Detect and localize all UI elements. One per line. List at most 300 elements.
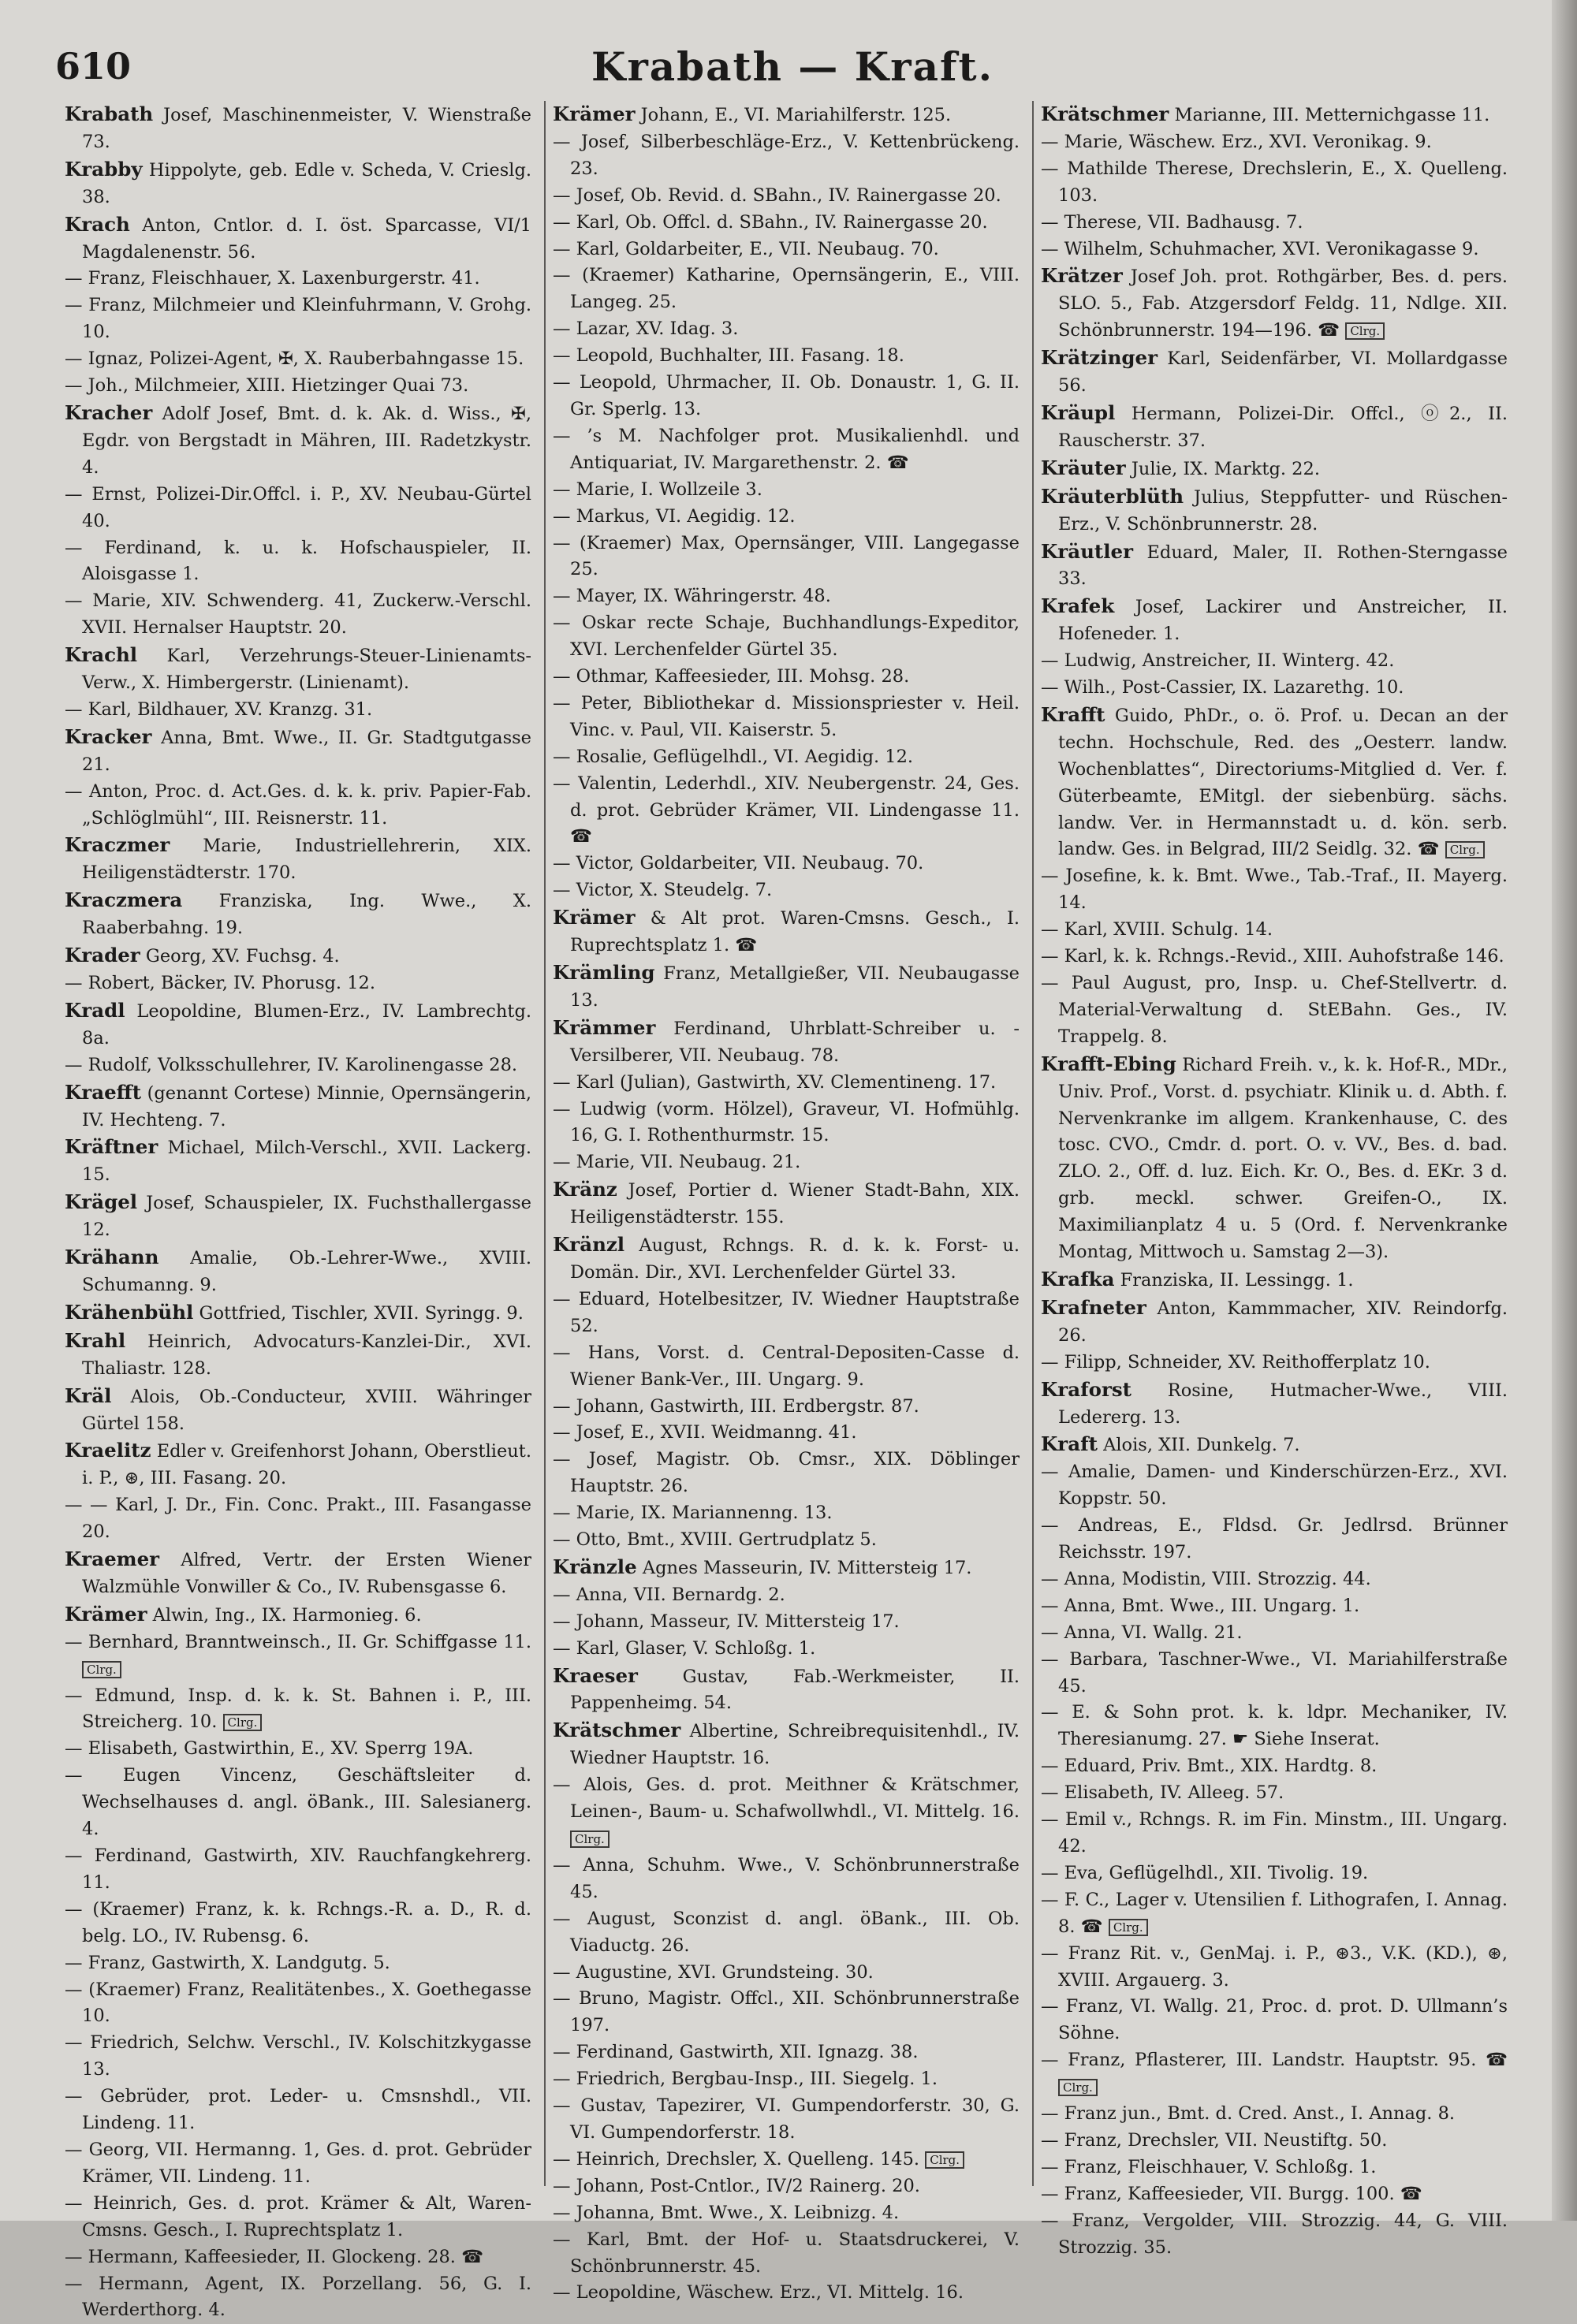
entry-text: — Leopold, Uhrmacher, II. Ob. Donaustr. 1, G. II. Gr. Sperlg. 13. [553,372,1020,419]
directory-entry [1041,593,1508,648]
entry-text: — ’s M. Nachfolger prot. Musikalienhdl. und Antiquariat, IV. Margarethenstr. 2. ☎ [553,426,1020,473]
directory-entry [1041,1593,1508,1620]
directory-entry [65,642,531,697]
directory-entry [65,779,531,832]
entry-surname: Kraefft [65,1081,141,1104]
directory-entry [65,346,531,373]
clearing-badge: Clrg. [925,2151,964,2169]
entry-surname: Kracker [65,725,151,748]
entry-text: — Josef, E., XVII. Weidmanng. 41. [553,1422,857,1443]
entry-text: Julius, Steppfutter- und Rüschen-Erz., V. Schönbrunnerstr. 28. [1058,487,1508,534]
directory-entry [1041,236,1508,263]
entry-surname: Kräutler [1041,540,1133,563]
clearing-badge: Clrg. [82,1661,121,1678]
directory-entry [553,1609,1020,1636]
entry-text: — Wilh., Post-Cassier, IX. Lazarethg. 10. [1041,677,1404,698]
directory-entry [553,2173,1020,2200]
directory-entry [553,423,1020,477]
directory-entry [1041,2047,1508,2101]
clearing-badge: Clrg. [1109,1919,1148,1936]
directory-entry [1041,1266,1508,1294]
directory-entry [553,2066,1020,2093]
column-1 [65,101,531,2182]
directory-entry [65,1843,531,1897]
directory-entry [1041,1994,1508,2047]
directory-entry [553,531,1020,584]
entry-text: Alfred, Vertr. der Ersten Wiener Walzmühle Vonwiller & Co., IV. Rubensgasse 6. [82,1550,531,1597]
directory-entry [65,156,531,211]
entry-surname: Krämer [553,102,636,125]
directory-entry [65,1977,531,2031]
directory-entry [553,1500,1020,1527]
column-3 [1041,101,1508,2182]
entry-text: — Robert, Bäcker, IV. Phorusg. 12. [65,973,375,993]
entry-text: — Anna, VI. Wallg. 21. [1041,1622,1243,1643]
entry-text: — Ferdinand, Gastwirth, XIV. Rauchfangkehrerg. 11. [65,1845,531,1893]
directory-entry [553,1070,1020,1097]
entry-text: Richard Freih. v., k. k. Hof-R., MDr., Univ. Prof., Vorst. d. psychiatr. Klinik u. d. Abth. f. Nervenkranke im allgem. Krankenhause, C. des tosc. CVO., Cmdr. d. port. O. v. VV., Bes. d. bad. ZLO. 2., Off. d. luz. Eich. Kr. O., Bes. d. EKr. 3 d. grb. meckl. schwer. Greifen-O., IX. Maximilianplatz 4 u. 5 (Ord. f. Nervenkranke Montag, Mittwoch u. Samstag 2—3). [1058,1055,1508,1262]
entry-text: — F. C., Lager v. Utensilien f. Lithografen, I. Annag. 8. ☎ [1041,1890,1508,1937]
directory-entry [1041,263,1508,345]
entry-surname: Kraft [1041,1432,1098,1455]
entry-text: — Othmar, Kaffeesieder, III. Mohsg. 28. [553,666,909,687]
entry-text: — Hermann, Kaffeesieder, II. Glockeng. 28. ☎ [65,2247,483,2267]
entry-surname: Kränz [553,1178,617,1201]
directory-entry [1041,2155,1508,2181]
directory-entry [553,2039,1020,2066]
entry-text: Marie, Industriellehrerin, XIX. Heiligenstädterstr. 170. [82,836,531,883]
directory-entry [553,1582,1020,1609]
directory-entry [1041,2181,1508,2208]
entry-text: — Eduard, Hotelbesitzer, IV. Wiedner Hauptstraße 52. [553,1289,1020,1336]
entry-surname: Krader [65,944,140,966]
entry-text: Julie, IX. Marktg. 22. [1131,459,1320,479]
directory-entry [1041,1941,1508,1994]
directory-entry [553,1663,1020,1718]
entry-text: — Franz, Drechsler, VII. Neustiftg. 50. [1041,2130,1387,2151]
entry-text: Franziska, Ing. Wwe., X. Raaberbahng. 19. [82,891,531,938]
directory-entry [65,942,531,970]
entry-surname: Krafneter [1041,1296,1146,1319]
directory-entry [1041,1700,1508,1753]
entry-text: — Marie, XIV. Schwenderg. 41, Zuckerw.-Verschl. XVII. Hernalser Hauptstr. 20. [65,590,531,638]
entry-text: — Filipp, Schneider, XV. Reithofferplatz 10. [1041,1352,1430,1372]
entry-text: Amalie, Ob.-Lehrer-Wwe., XVIII. Schumanng. 9. [82,1248,531,1295]
directory-entry [1041,210,1508,236]
directory-entry [1041,400,1508,455]
directory-entry [553,370,1020,423]
entry-text: & Alt prot. Waren-Cmsns. Gesch., I. Ruprechtsplatz 1. ☎ [570,908,1020,955]
directory-entry [1041,1350,1508,1376]
entry-text: — Josef, Silberbeschläge-Erz., V. Kettenbrückeng. 23. [553,132,1020,179]
entry-text: Anton, Kammmacher, XIV. Reindorfg. 26. [1058,1298,1508,1346]
entry-text: — Johanna, Bmt. Wwe., X. Leibnizg. 4. [553,2203,899,2223]
directory-entry [1041,1780,1508,1807]
column-rule [544,101,546,2186]
entry-surname: Krahl [65,1329,125,1352]
page-header [47,43,1538,95]
directory-entry [1041,455,1508,483]
entry-text: — Franz, Vergolder, VIII. Strozzig. 44, G. VIII. Strozzig. 35. [1041,2210,1508,2258]
directory-entry [1041,1647,1508,1700]
entry-text: — Barbara, Taschner-Wwe., VI. Mariahilferstraße 45. [1041,1649,1508,1696]
directory-entry [553,691,1020,744]
directory-entry [553,316,1020,343]
entry-text: Franziska, II. Lessingg. 1. [1120,1270,1354,1290]
entry-text: — Franz Rit. v., GenMaj. i. P., ⊛3., V.K. (KD.), ⊛, XVIII. Argauerg. 3. [1041,1943,1508,1991]
entry-surname: Krach [65,213,130,236]
entry-text: — E. & Sohn prot. k. k. ldpr. Mechaniker, IV. Theresianumg. 27. ☛ Siehe Inserat. [1041,1702,1508,1749]
entry-text: — (Kraemer) Franz, k. k. Rchngs.-R. a. D., R. d. belg. LO., IV. Rubensg. 6. [65,1899,531,1946]
entry-text: Johann, E., VI. Mariahilferstr. 125. [641,105,951,125]
directory-entry [553,1554,1020,1582]
clearing-badge: Clrg. [1058,2079,1098,2096]
entry-surname: Kräftner [65,1135,158,1158]
entry-text: Edler v. Greifenhorst Johann, Oberstlieut. i. P., ⊛, III. Fasang. 20. [82,1441,531,1488]
directory-entry [65,1299,531,1328]
entry-text: Alwin, Ing., IX. Harmonieg. 6. [153,1605,422,1626]
entry-text: — Marie, Wäschew. Erz., XVI. Veronikag. 9. [1041,132,1432,152]
directory-entry [65,535,531,589]
entry-text: Karl, Seidenfärber, VI. Mollardgasse 56. [1058,348,1508,396]
directory-entry [65,1328,531,1383]
entry-text: — Heinrich, Ges. d. prot. Krämer & Alt, Waren-Cmsns. Gesch., I. Ruprechtsplatz 1. [65,2193,531,2240]
directory-entry [1041,101,1508,129]
directory-entry [65,211,531,266]
directory-entry [65,2137,531,2191]
directory-entry [65,1950,531,1977]
directory-entry [65,724,531,779]
entry-text: Josef, Lackirer und Anstreicher, II. Hofeneder. 1. [1058,597,1508,644]
directory-entry [1041,2101,1508,2128]
directory-entry [1041,1566,1508,1593]
entry-text: — Franz, Kaffeesieder, VII. Burgg. 100. ☎ [1041,2184,1422,2204]
directory-entry [553,1231,1020,1287]
directory-entry [65,1601,531,1629]
entry-surname: Krämling [553,961,655,984]
entry-surname: Krämer [553,906,636,929]
entry-text: — Wilhelm, Schuhmacher, XVI. Veronikagasse 9. [1041,239,1479,259]
entry-text: Albertine, Schreibrequisitenhdl., IV. Wiedner Hauptstr. 16. [570,1721,1020,1768]
entry-surname: Kräuter [1041,456,1126,479]
directory-entry [553,771,1020,851]
directory-entry [553,1636,1020,1663]
directory-entry [65,373,531,400]
entry-text: — — Karl, J. Dr., Fin. Conc. Prakt., III. Fasangasse 20. [65,1495,531,1542]
directory-entry [553,1853,1020,1906]
entry-text: — Johann, Post-Cntlor., IV/2 Rainerg. 20. [553,2176,920,2196]
entry-text: Guido, PhDr., o. ö. Prof. u. Decan an der techn. Hochschule, Red. des „Oesterr. landw. Wochenblattes“, Directoriums-Mitglied d. Ver. f. Güterbeamte, EMitgl. der siebenbürg. sächs. landw. Ver. in Hermannstadt u. d. kön. serb. landw. Ges. in Belgrad, III/2 Seidlg. 32. ☎ [1058,706,1508,860]
entry-surname: Kraczmera [65,888,182,911]
entry-surname: Kränzl [553,1233,624,1256]
entry-text: — Hans, Vorst. d. Central-Depositen-Casse d. Wiener Bank-Ver., III. Ungarg. 9. [553,1343,1020,1390]
directory-entry [1041,1376,1508,1432]
directory-entry [65,2191,531,2244]
directory-entry [1041,1459,1508,1513]
entry-surname: Kraforst [1041,1378,1131,1401]
entry-text: — Leopold, Buchhalter, III. Fasang. 18. [553,345,904,366]
entry-text: — Franz, Milchmeier und Kleinfuhrmann, V. Grohg. 10. [65,295,531,342]
directory-entry [553,236,1020,263]
directory-entry [553,2147,1020,2173]
directory-entry [553,1015,1020,1070]
directory-entry [553,1906,1020,1960]
entry-text: Rosine, Hutmacher-Wwe., VIII. Ledererg. 13. [1058,1380,1508,1428]
entry-text: — Anton, Proc. d. Act.Ges. d. k. k. priv. Papier-Fab. „Schlöglmühl“, III. Reisnerstr. 11. [65,781,531,829]
entry-text: — Ludwig (vorm. Hölzel), Graveur, VI. Hofmühlg. 16, G. I. Rothenthurmstr. 15. [553,1099,1020,1146]
entry-surname: Krähenbühl [65,1301,193,1324]
entry-text: — Peter, Bibliothekar d. Missionspriester v. Heil. Vinc. v. Paul, VII. Kaiserstr. 5. [553,693,1020,740]
entry-text: — Marie, VII. Neubaug. 21. [553,1152,800,1172]
entry-text: — Friedrich, Selchw. Verschl., IV. Kolschitzkygasse 13. [65,2032,531,2080]
entry-text: — Karl, Bmt. der Hof- u. Staatsdruckerei, V. Schönbrunnerstr. 45. [553,2229,1020,2277]
directory-entry [553,851,1020,877]
entry-text: Georg, XV. Fuchsg. 4. [146,946,340,966]
directory-entry [553,1986,1020,2039]
entry-text: Agnes Masseurin, IV. Mittersteig 17. [643,1558,972,1578]
directory-entry [65,266,531,292]
directory-entry [65,1079,531,1134]
entry-surname: Krägel [65,1190,137,1213]
directory-entry [553,183,1020,210]
entry-surname: Krätzer [1041,264,1123,287]
entry-text: — Friedrich, Bergbau-Insp., III. Siegelg. 1. [553,2069,938,2089]
directory-entry [65,1683,531,1737]
directory-entry [1041,156,1508,210]
entry-text: — Karl (Julian), Gastwirth, XV. Clementineng. 17. [553,1072,996,1093]
entry-text: Marianne, III. Metternichgasse 11. [1175,105,1490,125]
entry-surname: Krätzinger [1041,346,1158,369]
entry-text: — Amalie, Damen- und Kinderschürzen-Erz., XVI. Koppstr. 50. [1041,1462,1508,1509]
directory-entry [553,1527,1020,1554]
entry-text: — Franz, Gastwirth, X. Landgutg. 5. [65,1953,390,1973]
entry-text: — Elisabeth, IV. Alleeg. 57. [1041,1782,1284,1803]
entry-surname: Kracher [65,401,152,424]
entry-text: Josef, Schauspieler, IX. Fuchsthallergasse 12. [82,1193,531,1240]
entry-text: — Franz, VI. Wallg. 21, Proc. d. prot. D. Ullmann’s Söhne. [1041,1996,1508,2043]
entry-text: — Alois, Ges. d. prot. Meithner & Krätschmer, Leinen-, Baum- u. Schafwollwhdl., VI. Mittelg. 16. [553,1775,1020,1822]
entry-text: — Rudolf, Volksschullehrer, IV. Karolinengasse 28. [65,1055,517,1075]
entry-text: — Karl, Glaser, V. Schloßg. 1. [553,1638,815,1659]
entry-text: — Karl, Bildhauer, XV. Kranzg. 31. [65,699,372,720]
clearing-badge: Clrg. [223,1714,263,1731]
entry-text: — Karl, k. k. Rchngs.-Revid., XIII. Auhofstraße 146. [1041,946,1504,966]
directory-entry [1041,2208,1508,2262]
directory-entry [65,1437,531,1492]
entry-text: — Eduard, Priv. Bmt., XIX. Hardtg. 8. [1041,1756,1377,1776]
directory-entry [65,1189,531,1244]
directory-entry [65,1244,531,1299]
entry-text: Alois, Ob.-Conducteur, XVIII. Währinger Gürtel 158. [82,1387,531,1434]
directory-entry [1041,1753,1508,1780]
entry-surname: Krämer [65,1603,147,1626]
directory-entry [65,1134,531,1189]
entry-text: — Karl, Goldarbeiter, E., VII. Neubaug. 70. [553,239,939,259]
entry-text: — Josef, Ob. Revid. d. SBahn., IV. Rainergasse 20. [553,185,1001,206]
entry-text: Josef, Maschinenmeister, V. Wienstraße 73. [82,105,531,152]
entry-text: Josef, Portier d. Wiener Stadt-Bahn, XIX. Heiligenstädterstr. 155. [570,1180,1020,1227]
directory-entry [553,959,1020,1015]
directory-entry [553,1420,1020,1447]
entry-text: — Anna, Schuhm. Wwe., V. Schönbrunnerstraße 45. [553,1855,1020,1902]
directory-entry [65,832,531,887]
entry-text: — Josefine, k. k. Bmt. Wwe., Tab.-Traf., II. Mayerg. 14. [1041,866,1508,913]
entry-surname: Krabath [65,102,153,125]
directory-entry [65,482,531,535]
directory-entry [65,292,531,346]
directory-entry [1041,1431,1508,1459]
directory-entry [553,343,1020,370]
entry-text: Alois, XII. Dunkelg. 7. [1103,1435,1299,1455]
entry-text: — Gustav, Tapezirer, VI. Gumpendorferstr. 30, G. VI. Gumpendorferstr. 18. [553,2095,1020,2143]
directory-entry [1041,2128,1508,2155]
entry-surname: Krafek [1041,594,1114,617]
directory-entry [65,2030,531,2084]
directory-entry [1041,675,1508,702]
entry-surname: Kraeser [553,1664,638,1687]
entry-text: — Mathilde Therese, Drechslerin, E., X. Quelleng. 103. [1041,158,1508,206]
directory-entry [1041,1887,1508,1941]
entry-text: — Franz jun., Bmt. d. Cred. Anst., I. Annag. 8. [1041,2103,1455,2124]
entry-text: Franz, Metallgießer, VII. Neubaugasse 13. [570,963,1020,1011]
directory-entry [65,2084,531,2137]
directory-entry [65,697,531,724]
entry-text: — Lazar, XV. Idag. 3. [553,318,738,339]
entry-text: — Therese, VII. Badhausg. 7. [1041,212,1303,233]
entry-text: — Gebrüder, prot. Leder- u. Cmsnshdl., VII. Lindeng. 11. [65,2086,531,2133]
entry-text: (genannt Cortese) Minnie, Opernsängerin, IV. Hechteng. 7. [82,1083,531,1130]
entry-text: — Georg, VII. Hermanng. 1, Ges. d. prot. Gebrüder Krämer, VII. Lindeng. 11. [65,2140,531,2187]
entry-text: Anna, Bmt. Wwe., II. Gr. Stadtgutgasse 21. [82,728,531,775]
entry-surname: Krafka [1041,1268,1114,1290]
directory-entry [65,1052,531,1079]
entry-text: — Eva, Geflügelhdl., XII. Tivolig. 19. [1041,1863,1368,1883]
entry-text: — Joh., Milchmeier, XIII. Hietzinger Quai 73. [65,375,468,396]
column-2 [553,101,1020,2182]
entry-surname: Krafft-Ebing [1041,1052,1176,1075]
entry-text: — Hermann, Agent, IX. Porzellang. 56, G. I. Werderthorg. 4. [65,2274,531,2321]
clearing-badge: Clrg. [1345,322,1385,340]
directory-entry [1041,917,1508,944]
entry-text: Adolf Josef, Bmt. d. k. Ak. d. Wiss., ✠, Egdr. von Bergstadt in Mähren, III. Radetzkystr. 4. [82,404,531,478]
entry-text: — Ernst, Polizei-Dir.Offcl. i. P., XV. Neubau-Gürtel 40. [65,484,531,531]
directory-entry [553,1717,1020,1772]
page-number: 610 [55,45,131,88]
entry-text: — Johann, Masseur, IV. Mittersteig 17. [553,1611,900,1632]
entry-text: — Marie, IX. Mariannenng. 13. [553,1503,832,1523]
directory-entry [65,588,531,642]
entry-text: — Victor, Goldarbeiter, VII. Neubaug. 70. [553,853,923,873]
running-head: Krabath — Kraft. [47,43,1538,90]
clearing-badge: Clrg. [570,1831,610,1848]
entry-text: — August, Sconzist d. angl. öBank., III. Ob. Viaductg. 26. [553,1909,1020,1956]
directory-entry [1041,863,1508,917]
entry-text: Anton, Cntlor. d. I. öst. Sparcasse, VI/1 Magdalenenstr. 56. [82,215,531,263]
directory-entry [553,2093,1020,2147]
entry-text: — Victor, X. Steudelg. 7. [553,880,772,900]
entry-surname: Kränzle [553,1555,637,1578]
entry-text: August, Rchngs. R. d. k. k. Forst- u. Domän. Dir., XVI. Lerchenfelder Gürtel 33. [570,1235,1020,1283]
entry-surname: Kraemer [65,1547,159,1570]
entry-text: — Emil v., Rchngs. R. im Fin. Minstm., III. Ungarg. 42. [1041,1809,1508,1857]
directory-entry [553,1447,1020,1500]
directory-entry [553,744,1020,771]
entry-text: Karl, Verzehrungs-Steuer-Linienamts-Verw., X. Himbergerstr. (Linienamt). [82,646,531,693]
directory-entry [553,504,1020,531]
directory-entry [65,1629,531,1683]
entry-text: Eduard, Maler, II. Rothen-Sterngasse 33. [1058,542,1508,590]
directory-entry [1041,944,1508,970]
entry-text: — Ferdinand, Gastwirth, XII. Ignazg. 38. [553,2042,918,2062]
entry-text: Gottfried, Tischler, XVII. Syringg. 9. [199,1303,524,1324]
entry-text: — Elisabeth, Gastwirthin, E., XV. Sperrg 19A. [65,1738,473,1759]
entry-text: — Karl, Ob. Offcl. d. SBahn., IV. Rainergasse 20. [553,212,988,233]
directory-entry [65,101,531,156]
directory-entry [1041,1620,1508,1647]
directory-entry [1041,1294,1508,1350]
entry-text: — Edmund, Insp. d. k. k. St. Bahnen i. P., III. Streicherg. 10. [65,1685,531,1733]
directory-entry [1041,702,1508,863]
entry-text: — Augustine, XVI. Grundsteing. 30. [553,1962,874,1983]
directory-entry [553,2227,1020,2281]
directory-entry [1041,129,1508,156]
entry-text: Hippolyte, geb. Edle v. Scheda, V. Crieslg. 38. [82,160,531,207]
entry-text: — Paul August, pro, Insp. u. Chef-Stellvertr. d. Material-Verwaltung d. StEBahn. Ges., IV. Trappelg. 8. [1041,973,1508,1047]
entry-text: Heinrich, Advocaturs-Kanzlei-Dir., XVI. Thaliastr. 128. [82,1331,531,1379]
entry-text: — Anna, Bmt. Wwe., III. Ungarg. 1. [1041,1596,1359,1616]
directory-entry [553,1176,1020,1231]
entry-text: Leopoldine, Blumen-Erz., IV. Lambrechtg. 8a. [82,1001,531,1048]
directory-entry [553,1287,1020,1340]
entry-text: — Bruno, Magistr. Offcl., XII. Schönbrunnerstraße 197. [553,1988,1020,2035]
directory-entry [65,1492,531,1546]
directory-entry [553,610,1020,664]
entry-text: Josef Joh. prot. Rothgärber, Bes. d. pers. SLO. 5., Fab. Atzgersdorf Feldg. 11, Ndlge. XII. Schönbrunnerstr. 194—196. ☎ [1058,266,1508,341]
entry-text: — Ignaz, Polizei-Agent, ✠, X. Rauberbahngasse 15. [65,348,524,369]
entry-text: — Ludwig, Anstreicher, II. Winterg. 42. [1041,650,1394,671]
directory-entry [65,400,531,482]
directory-entry [553,101,1020,129]
entry-text: — (Kraemer) Katharine, Opernsängerin, E., VIII. Langeg. 25. [553,265,1020,312]
directory-entry [65,1763,531,1843]
directory-entry [65,1383,531,1438]
entry-surname: Krähann [65,1246,158,1268]
directory-entry [65,1736,531,1763]
directory-entry [1041,1051,1508,1266]
entry-surname: Kradl [65,999,125,1022]
entry-text: — Bernhard, Branntweinsch., II. Gr. Schiffgasse 11. [65,1632,531,1652]
directory-entry [553,583,1020,610]
entry-text: — Markus, VI. Aegidig. 12. [553,506,796,527]
directory-entry [65,1897,531,1950]
directory-entry [553,2200,1020,2227]
entry-text: Ferdinand, Uhrblatt-Schreiber u. -Versilberer, VII. Neubaug. 78. [570,1019,1020,1066]
entry-surname: Kräuterblüth [1041,485,1184,508]
directory-entry [65,2271,531,2324]
directory-entry [553,129,1020,183]
entry-text: — (Kraemer) Max, Opernsänger, VIII. Langegasse 25. [553,533,1020,580]
directory-entry [1041,1513,1508,1566]
entry-surname: Krachl [65,643,137,666]
directory-entry [553,1772,1020,1853]
directory-entry [65,1546,531,1601]
entry-surname: Krätschmer [1041,102,1169,125]
entry-text: — Ferdinand, k. u. k. Hofschauspieler, II. Aloisgasse 1. [65,538,531,585]
entry-surname: Kraczmer [65,833,170,856]
clearing-badge: Clrg. [1445,841,1485,858]
entry-surname: Krämmer [553,1016,655,1039]
entry-text: — Anna, VII. Bernardg. 2. [553,1585,785,1605]
